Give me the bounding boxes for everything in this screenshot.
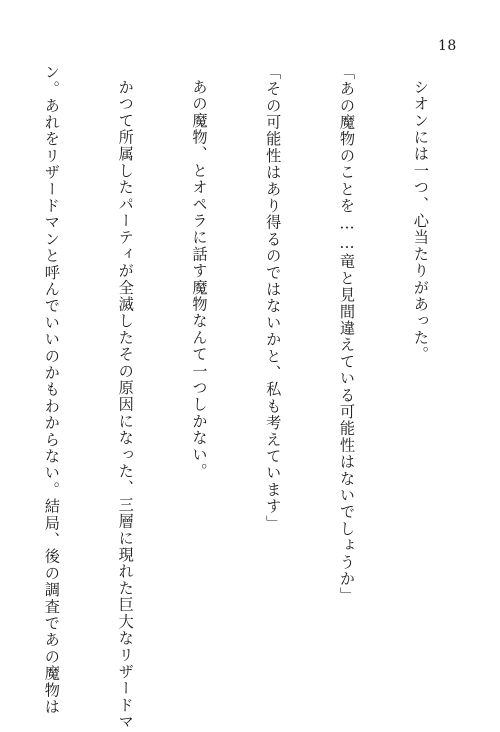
text-line: 「その可能性はあり得るのではないかと、私も考えています」 bbox=[264, 64, 283, 532]
text-line: あの魔物、とオペラに話す魔物なんて一つしかない。 bbox=[190, 79, 209, 480]
vertical-text-body bbox=[0, 64, 482, 731]
text-line: シオンには一つ、心当たりがあった。 bbox=[411, 79, 430, 364]
text-line: ン。あれをリザードマンと呼んでいいのかもわからない。結局、後の調査であの魔物は bbox=[42, 64, 61, 716]
page-number: 18 bbox=[438, 38, 457, 54]
text-line: かつて所属したパーティが全滅したその原因になった、三層に現れた巨大なリザードマ bbox=[116, 79, 135, 731]
text-line: 「あの魔物のことを……竜と見間違えている可能性はないでしょうか」 bbox=[338, 64, 357, 604]
